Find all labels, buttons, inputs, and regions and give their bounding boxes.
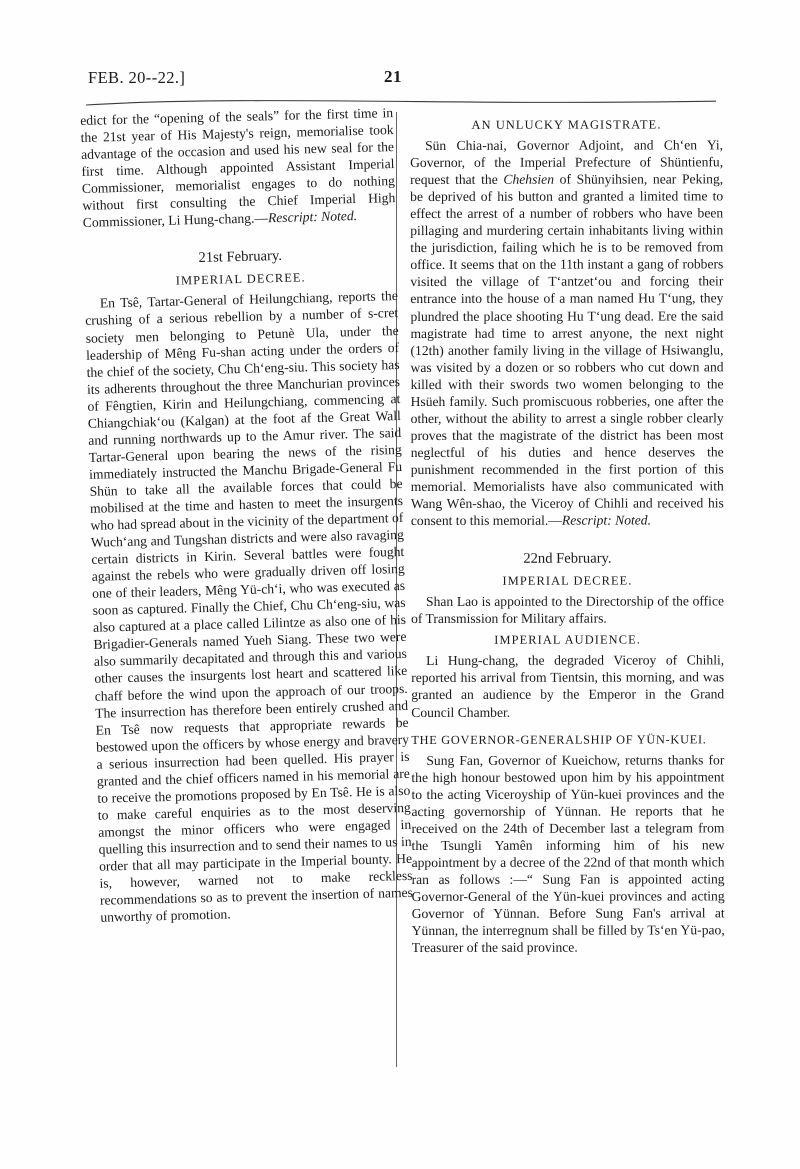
date-heading-21st: 21st February. — [198, 248, 283, 267]
paragraph-imperial-decree-body: En Tsê, Tartar-General of Heilungchiang, reports the crushing of a serious rebellion by a number of s-cret society men belonging to Petunè Ula, under the leadership of Mêng Fu-shan acting under the orders of the chief of the society, Chu Ch‘eng-siu. This society has its adherents throughout the three Manchurian provinces of Fêngtien, Kirin and Heilungchiang, commencing at Chiangchiak‘ou (Kalgan) at the foot af the Great Wall and running northwards up to the Amur river. The said Tartar-General upon bearing the news of the rising immediately instructed the Manchu Brigade-General Fu Shün to take all the available forces that could be mobilised at the time and hasten to meet the insurgents who had spread about in the vicinity of the department of Wuch‘ang and Tungshan districts and were also ravaging certain districts in Kirin. Several battles were fought against the rebels who were gradually driven off losing one of their leaders, Mêng Yü-ch‘i, who was executed as soon as captured. Finally the Chief, Chu Ch‘eng-siu, was also captured at a place called Lilintze as also one of his Brigadier-Generals named Yueh Siang. These two were also summarily decapitated and through this and various other causes the insurgents lost heart and scattered like chaff before the wind upon the approach of our troops. The insurrection has therefore been entirely crushed and En Tsê now requests that appropriate rewards be bestowed upon the officers by whose energy and bravery a serious insurrection had been quelled. His prayer is granted and the chief officers named in his memorial are to receive the promotions proposed by En Tsê. He is also to make careful enquiries as to the most deserving amongst the minor officers who were engaged in quelling this insurrection and to send their names to us in order that all may participate in the Imperial bounty. He is, however, warned not to make reckless recommendations so as to prevent the insertion of names unworthy of promotion. — [85, 288, 414, 925]
rescript-note: Rescript: Noted. — [267, 208, 358, 226]
running-head — [88, 68, 712, 94]
subheading-unlucky-magistrate: AN UNLUCKY MAGISTRATE. — [471, 117, 662, 132]
subheading-imperial-decree: IMPERIAL DECREE. — [175, 270, 306, 289]
subheading-imperial-audience: IMPERIAL AUDIENCE. — [494, 632, 641, 648]
header-rule — [86, 99, 716, 107]
paragraph-audience-body: Li Hung-chang, the degraded Viceroy of Chihli, reported his arrival from Tientsin, this morning, and was granted an audience by the Emperor in the Grand Council Chamber. — [411, 652, 725, 720]
magistrate-text-part1: Sün Chia-nai, Governor Adjoint, and Ch‘en Yi, Governor, of the Imperial Prefecture of Shüntienfu, request that the — [410, 137, 724, 188]
left-column — [80, 104, 414, 926]
paragraph-continued — [80, 104, 396, 231]
subheading-governor-generalship: THE GOVERNOR-GENERALSHIP OF YÜN-KUEI. — [411, 731, 707, 747]
chehsien-term: Chehsien — [503, 171, 555, 187]
page-number: 21 — [384, 67, 402, 86]
running-head-date: FEB. 20--22.] — [88, 68, 186, 87]
continued-text: edict for the “opening of the seals” for the first time in the 21st year of His Majesty's reign, memorialise took advantage of the occasion and used his new seal for the first time. Although appointed Assistant Imperial Commissioner, memorialist engages to do nothing without first consulting the Chief Imperial High Commissioner, Li Hung-chang.— — [80, 105, 396, 231]
date-heading-22nd: 22nd February. — [523, 550, 612, 567]
rescript-note: Rescript: Noted. — [561, 512, 652, 528]
right-column — [410, 111, 725, 956]
paragraph-governor-body: Sung Fan, Governor of Kueichow, returns thanks for the high honour bestowed upon him by his appointment to the acting Viceroyship of Yün-kuei provinces and the acting governorship of Yünnan. He reports that he received on the 24th of December last a telegram from the Tsungli Yamên informing him of his new appointment by a decree of the 22nd of that month which ran as follows :—“ Sung Fan is appointed acting Governor-General of the Yün-kuei provinces and acting Governor of Yünnan. Before Sung Fan's arrival at Yünnan, the interregnum shall be filled by Ts‘en Yü-pao, Treasurer of the said province. — [411, 751, 725, 956]
paragraph-magistrate-body — [410, 136, 724, 529]
subheading-imperial-decree: IMPERIAL DECREE. — [502, 573, 633, 588]
paragraph-decree-body: Shan Lao is appointed to the Directorship of the office of Transmission for Military affairs. — [411, 593, 725, 627]
magistrate-text-part2: of Shünyihsien, near Peking, be deprived of his button and granted a limited time to effect the arrest of a number of robbers who have been pillaging and murdering certain inhabitants living within the jurisdiction, failing which he is to be removed from office. It seems that on the 11th instant a gang of robbers visited the village of T‘antzet‘ou and forcing their entrance into the house of a man named Hu T‘ung, they plundred the place shooting Hu T‘ung dead. Ere the said magistrate had time to arrest anyone, the next night (12th) another family living in the village of Hsiwanglu, was visited by a dozen or so robbers who cut down and killed with their swords two women belonging to the Hsüeh family. Such promiscuous robberies, one after the other, without the ability to arrest a single robber clearly proves that the magistrate of the district has been most neglectful of his duties and hence deserves the punishment recommended in the first portion of this memorial. Memorialists have also communicated with Wang Wên-shao, the Viceroy of Chihli and received his consent to this memorial.— — [410, 171, 724, 529]
